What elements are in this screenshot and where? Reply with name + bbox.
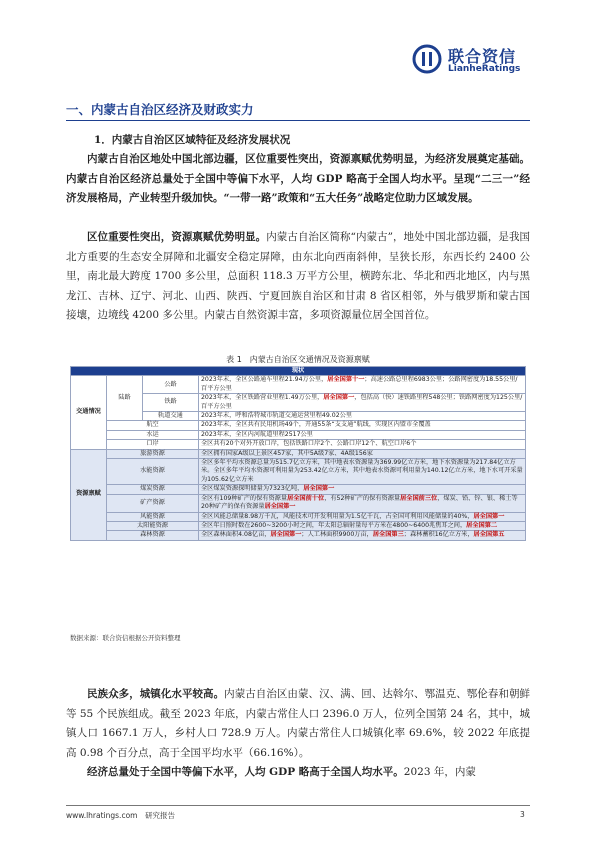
coal-text: 全区煤炭资源探明储量为7323亿吨，居全国第一 [199,485,526,494]
wind-text: 全区风能总储量8.98万千瓦，风能技术可开发利用量为1.5亿千瓦，占全国可利用风能储量的40%，居全国第一 [199,512,526,521]
rail-text: 2023年末，全区铁路营业里程1.49万公里，居全国第一，包括高（快）速铁路里程548公里；铁路网密度为125公里/百平方公里 [199,394,526,412]
wind-label: 风能资源 [107,512,199,521]
category-transport: 交通情况 [71,376,107,449]
forest-label: 森林资源 [107,531,199,540]
water-transport-label: 水运 [107,430,199,439]
air-text: 2023年末，全区共有民用机场49个，开通55条“支支通”航线，实现区内盟市全覆盖 [199,421,526,430]
location-paragraph-lead: 区位重要性突出，资源禀赋优势明显。 [87,231,267,243]
water-transport-text: 2023年末，全区内河航道里程2517公里 [199,430,526,439]
air-label: 航空 [107,421,199,430]
metro-text: 2023年末，呼和浩特城市轨道交通运营里程49.02公里 [199,412,526,421]
coal-label: 煤炭资源 [107,485,199,494]
page-number: 3 [520,810,525,819]
economy-paragraph-body: 2023 年，内蒙 [403,766,476,778]
logo-english-text: LianheRatings [448,64,521,74]
summary-paragraph: 内蒙古自治区地处中国北部边疆，区位重要性突出，资源禀赋优势明显，为经济发展奠定基础。内蒙古自治区经济总量处于全国中等偏下水平，人均 GDP 略高于全国人均水平。呈现“二三一”经济发展格局，产业转型升级加快。“一带一路”政策和“五大任务”战略定位助力区域发展。 [66,153,530,204]
logo-chinese-text: 联合资信 [448,47,517,66]
section-title: 一、内蒙古自治区经济及财政实力 [66,102,254,117]
economy-paragraph-lead: 经济总量处于全国中等偏下水平，人均 GDP 略高于全国人均水平。 [87,766,404,778]
population-paragraph-body: 内蒙古自治区由蒙、汉、满、回、达斡尔、鄂温克、鄂伦春和朝鲜等 55 个民族组成。截至 2023 年底，内蒙古常住人口 2396.0 万人，位列全国第 24 名，其中，城镇人口 1667.1 万人，乡村人口 728.9 万人。内蒙古常住人口城镇化率 69.6%，较 2022 年底提高 0.98 个百分点，高于全国平均水平（66.16%）。 [66,688,531,759]
water-resource-label: 水能资源 [107,459,199,485]
road-label: 公路 [143,376,199,394]
company-logo [412,44,532,78]
land-transport-label: 陆路 [107,376,143,421]
tourism-label: 旅游资源 [107,449,199,458]
economy-paragraph [66,763,530,783]
category-resource: 资源禀赋 [71,449,107,540]
table-caption: 表 1 内蒙古自治区交通情况及资源禀赋 [226,355,370,364]
footer-divider [66,805,530,806]
mineral-label: 矿产资源 [107,494,199,512]
mineral-text: 全区有109种矿产的保有资源量居全国前十位，有52种矿产的保有资源量居全国前三位，煤炭、铅、锌、银、稀土等20种矿产的保有资源量居全国第一 [199,494,526,512]
solar-text: 全区年日照时数在2600~3200小时之间，年太阳总辐射量每平方米在4800~6400兆焦耳之间，居全国第二 [199,521,526,530]
footer-website: www.lhratings.com 研究报告 [66,811,175,820]
table-header: 现状 [71,367,526,376]
metro-label: 轨道交通 [143,412,199,421]
road-text: 2023年末，全区公路通车里程21.94万公里，居全国第十一；高速公路总里程6983公里；公路网密度为18.55公里/百平方公里 [199,376,526,394]
forest-text: 全区森林面积4.08亿亩，居全国第一；人工林面积9900万亩，居全国第三；森林蓄积16亿立方米，居全国第五 [199,531,526,540]
subsection-heading: 1．内蒙古自治区区域特征及经济发展状况 [94,134,291,146]
rail-label: 铁路 [143,394,199,412]
port-text: 全区共有20个对外开放口岸，包括铁路口岸2个、公路口岸12个、航空口岸6个 [199,440,526,449]
population-paragraph [66,685,530,763]
water-resource-text: 全区多年平均水资源总量为515.7亿立方米，其中地表水资源量为369.99亿立方米，地下水资源量为217.84亿立方米。全区多年平均水资源可利用量为253.42亿立方米，其中地表水资源可利用量为140.12亿立方米，地下水可开采量为105.62亿立方米 [199,459,526,485]
port-label: 口岸 [107,440,199,449]
tourism-text: 全区拥有国家A级以上景区457家，其中5A级7家、4A级156家 [199,449,526,458]
population-paragraph-lead: 民族众多，城镇化水平较高。 [87,688,225,700]
lianhe-logo-icon [412,44,442,74]
location-paragraph-body: 内蒙古自治区简称“内蒙古”，地处中国北部边疆，是我国北方重要的生态安全屏障和北疆安全稳定屏障，由东北向西南斜伸，呈狭长形，东西长约 2400 公里，南北最大跨度 1700 多公里，总面积 118.3 万平方公里，横跨东北、华北和西北地区，内与黑龙江、吉林、辽宁、河北、山西、陕西、宁夏回族自治区和甘肃 8 省区相邻，外与俄罗斯和蒙古国接壤，边境线 4200 多公里。内蒙古自然资源丰富，多项资源量位居全国首位。 [66,231,530,321]
solar-label: 太阳能资源 [107,521,199,530]
section-divider [66,120,530,121]
location-paragraph [66,228,530,326]
table-source: 数据来源：联合资信根据公开资料整理 [70,634,181,642]
transport-resource-table [70,366,526,541]
